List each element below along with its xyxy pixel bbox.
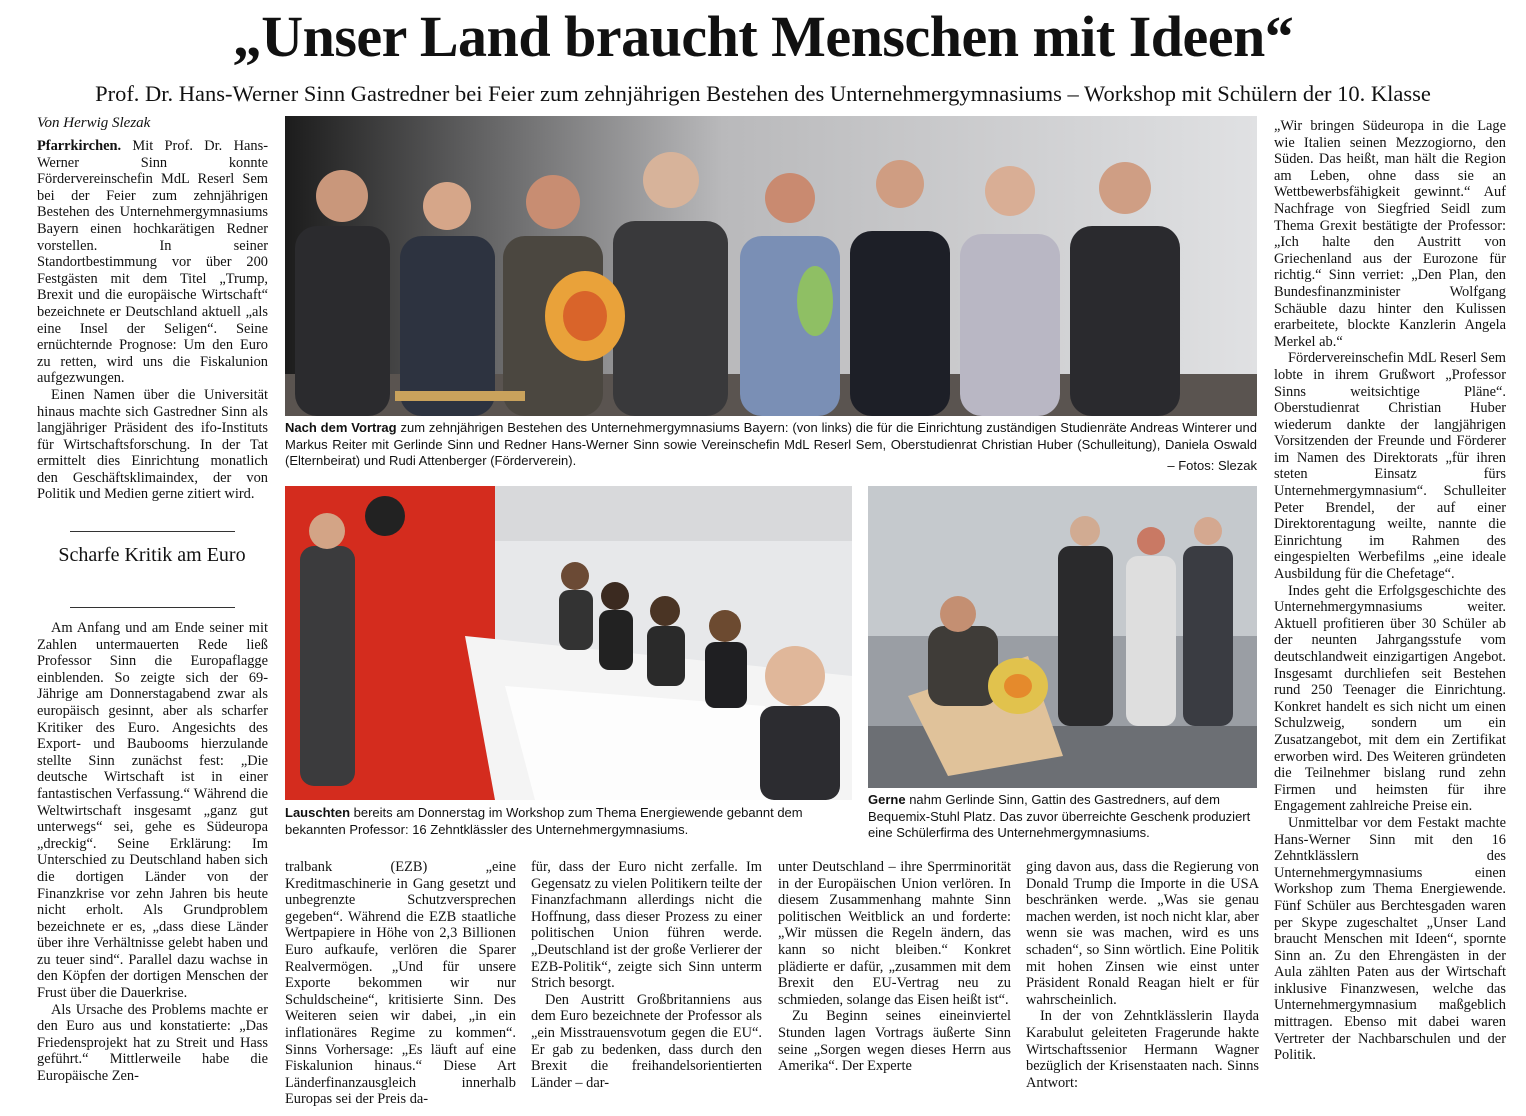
paragraph: tralbank (EZB) „eine Kreditmaschinerie in Gang gesetzt und unbegrenzte Schutzversprechen gegeben“. Während die EZB staatliche Wertpapiere in Höhe von 2,3 Billionen Euro aufkaufe, verlören die Sparer Realvermögen. „Und für unsere Exporte bekommen wir nur Schuldscheine“, kritisierte Sinn. Des Weiteren seien wir dabei, „in ein inflationäres Regime zu kommen“. Sinns Vorhersage: „Es läuft auf eine Fiskalunion hinaus.“ Diese Art Länderfinanzausgleich innerhalb Europas sei der Preis da- <box>285 859 516 1108</box>
caption-lead: Gerne <box>868 792 906 807</box>
column-6 <box>1274 118 1506 1112</box>
paragraph: unter Deutschland – ihre Sperrminorität in der Europäischen Union verlören. In diesem Zusammenhang mahnte Sinn politischen Weitblick an und forderte: „Wir müssen die Regeln ändern, das kann so nicht bleiben.“ Konkret plädierte er dafür, „zusammen mit dem Brexit den EU-Vertrag neu zu schmieden, solange das Eisen heißt ist“. <box>778 859 1011 1008</box>
paragraph: ging davon aus, dass die Regierung von Donald Trump die Importe in die USA beschränken werde. „Was sie genau machen werden, ist noch nicht klar, aber wenn sie was machen, wird es uns schaden“, so Sinn wörtlich. Eine Politik mit hohen Zinsen wie einst unter Präsident Ronald Reagan hielt er für wahrscheinlich. <box>1026 859 1259 1008</box>
article-headline: „Unser Land braucht Menschen mit Ideen“ <box>232 4 1294 69</box>
dateline: Pfarrkirchen. <box>37 138 122 154</box>
column-2 <box>285 859 516 1111</box>
intro-paragraph: Pfarrkirchen. Mit Prof. Dr. Hans-Werner Sinn konnte Fördervereinschefin MdL Reserl Sem bei der Feier zum zehnjährigen Bestehen des Unternehmergymnasiums Bayern einen hochkarätigen Redner vorstellen. In seiner Standortbestimmung vor über 200 Festgästen mit dem Titel „Trump, Brexit und die europäische Wirtschaft“ bezeichnete er Deutschland aktuell „als eine Insel der Seligen“. Seine ernüchternde Prognose: Um den Euro zu retten, wird uns die Fiskalunion aufgezwungen. <box>37 138 268 387</box>
group-photo-image <box>285 116 1257 416</box>
chair-photo-image <box>868 486 1257 788</box>
column-1-bottom <box>37 620 268 1110</box>
photo-caption-left: Lauschten bereits am Donnerstag im Workshop zum Thema Energiewende gebannt dem bekannten Professor: 16 Zehntklässler des Unternehmergymnasiums. <box>285 805 803 837</box>
paragraph: Zu Beginn seines eineinviertel Stunden lagen Vortrags äußerte Sinn seine „Sorgen wegen dieses Herrn aus Amerika“. Der Experte <box>778 1008 1011 1075</box>
photo-caption-right: Gerne nahm Gerlinde Sinn, Gattin des Gastredners, auf dem Bequemix-Stuhl Platz. Das zuvor überreichte Geschenk produziert eine Schülerfirma des Unternehmergymnasiums. <box>868 792 1251 840</box>
column-3 <box>531 859 762 1111</box>
column-1-top <box>37 138 268 520</box>
photo-workshop <box>285 486 852 800</box>
paragraph: Unmittelbar vor dem Festakt machte Hans-Werner Sinn mit den 16 Zehntklässlern des Unternehmergymnasiums einen Workshop zum Thema Energiewende. Fünf Schüler aus Berchtesgaden waren per Skype zugeschaltet „Unser Land braucht Menschen mit Ideen“, spornte Sinn an. Zu den Ehrengästen in der Aula zählten Paten aus der Wirtschaft inklusive Finanzwesen, welche das Unternehmergymnasium maßgeblich mittragen. Ebenso mit dabei waren Vertreter der Nachbarschulen und der Politik. <box>1274 814 1506 1064</box>
paragraph: In der von Zehntklässlerin Ilayda Karabulut geleiteten Fragerunde hakte Wirtschaftssenior Hermann Wagner bezüglich der Krisenstaaten nach. Sinns Antwort: <box>1026 1008 1259 1091</box>
paragraph: Als Ursache des Problems machte er den Euro aus und konstatierte: „Das Friedensprojekt hat zu Streit und Hass geführt.“ Mittlerweile habe die Europäische Zen- <box>37 1001 268 1085</box>
inline-subheadline: Scharfe Kritik am Euro <box>58 544 246 566</box>
caption-lead: Nach dem Vortrag <box>285 420 397 435</box>
photo-group-celebration <box>285 116 1257 416</box>
paragraph: „Wir bringen Südeuropa in die Lage wie Italien seinen Mezzogiorno, den Süden. Das heißt, man hält die Region am Leben, ohne dass sie an Wettbewerbsfähigkeit gewinnt.“ Auf Nachfrage von Siegfried Seidl zum Thema Grexit bestätigte der Professor: „Ich halte den Austritt von Griechenland aus der Eurozone für richtig.“ Sinn verriet: „Den Plan, den Bundesfinanzminister Wolfgang Schäuble dazu hinter den Kulissen erarbeitete, blockte Kanzlerin Angela Merkel ab.“ <box>1274 118 1506 350</box>
paragraph: Indes geht die Erfolgsgeschichte des Unternehmergymnasiums weiter. Aktuell profitieren über 30 Schüler ab der neunten Jahrgangsstufe vom deutschlandweit einzigartigen Angebot. Insgesamt durchliefen seit Bestehen rund 250 Teenager die Einrichtung. Konkret handelt es sich nicht um einen Schulzweig, sondern um ein Zusatzangebot, mit dem ein Zertifikat erworben wird. Des Weiteren gründeten die Teilnehmer bislang rund zehn Firmen und heimsten für ihre Engagement zahlreiche Preise ein. <box>1274 582 1506 815</box>
paragraph: für, dass der Euro nicht zerfalle. Im Gegensatz zu vielen Politikern teilte der Finanzfachmann allerdings nicht die Hoffnung, dass dieser Prozess zu einer politischen Union führen werde. „Deutschland ist der große Verlierer der EZB-Politik“, zeigte sich Sinn unterm Strich besorgt. <box>531 859 762 992</box>
paragraph: Einen Namen über die Universität hinaus machte sich Gastredner Sinn als langjähriger Präsident des ifo-Instituts für Wirtschaftsforschung. In der Tat ermittelt dies Einrichtung monatlich den Geschäftsklimaindex, der von Politik und Medien gerne zitiert wird. <box>37 386 268 503</box>
paragraph: Fördervereinschefin MdL Reserl Sem lobte in ihrem Grußwort „Professor Sinns weitsichtige Pläne“. Oberstudienrat Christian Huber wiederum dankte der langjährigen Vorsitzenden der Freunde und Förderer im Namen des Direktorats „für ihren steten Einsatz fürs Unternehmergymnasium“. Schulleiter Peter Brendel, der auf einer Direktorentagung weilte, nannte die Einrichtung im Rahmen des eingespielten Werbefilms „eine ideale Ausbildung für die Chefetage“. <box>1274 350 1506 583</box>
workshop-photo-image <box>285 486 852 800</box>
photo-chair <box>868 486 1257 788</box>
article-subheadline: Prof. Dr. Hans-Werner Sinn Gastredner bei Feier zum zehnjährigen Bestehen des Unternehmergymnasiums – Workshop mit Schülern der 10. Klasse <box>95 81 1431 106</box>
column-divider <box>70 607 235 608</box>
column-4 <box>778 859 1011 1111</box>
column-5 <box>1026 859 1259 1111</box>
caption-lead: Lauschten <box>285 805 351 820</box>
speaker-figure <box>300 546 355 786</box>
byline: Von Herwig Slezak <box>37 115 151 131</box>
paragraph: Den Austritt Großbritanniens aus dem Euro bezeichnete der Professor als „ein Misstrauensvotum gegen die EU“. Er gab zu bedenken, dass durch den Brexit die freihandelsorientierten Länder – dar- <box>531 991 762 1091</box>
photo-credit: – Fotos: Slezak <box>1167 457 1257 473</box>
paragraph: Am Anfang und am Ende seiner mit Zahlen untermauerten Rede ließ Professor Sinn die Europaflagge einblenden. So zeigte sich der 69-Jährige am Donnerstagabend zwar als europäisch gesinnt, aber als scharfer Kritiker des Euro. Angesichts des Export- und Baubooms hierzulande stellte Sinn zunächst fest: „Die deutsche Wirtschaft ist in einer fantastischen Verfassung.“ Während die Weltwirtschaft insgesamt „ganz gut unterwegs“ sei, gehe es Südeuropa „dreckig“. Seine Erklärung: Im Unterschied zu Deutschland haben sich die dortigen Länder von der Finanzkrise vor zehn Jahren bis heute nicht erholt. Als Grundproblem bezeichnete er es, „dass diese Länder über ihre Verhältnisse gelebt haben und zu teuer sind“. Parallel dazu wachse in den Köpfen der dortigen Menschen der Frust über die Dauerkrise. <box>37 620 268 1002</box>
photo-caption-top: Nach dem Vortrag zum zehnjährigen Bestehen des Unternehmergymnasiums Bayern: (von links) die für die Einrichtung zuständigen Studienräte Andreas Winterer und Markus Reiter mit Gerlinde Sinn und Redner Hans-Werner Sinn sowie Vereinschefin MdL Reserl Sem, Oberstudienrat Christian Huber (Schulleitung), Daniela Oswald (Elternbeirat) und Rudi Attenberger (Förderverein). – Fotos: Slezak <box>285 420 1257 473</box>
column-divider <box>70 531 235 532</box>
